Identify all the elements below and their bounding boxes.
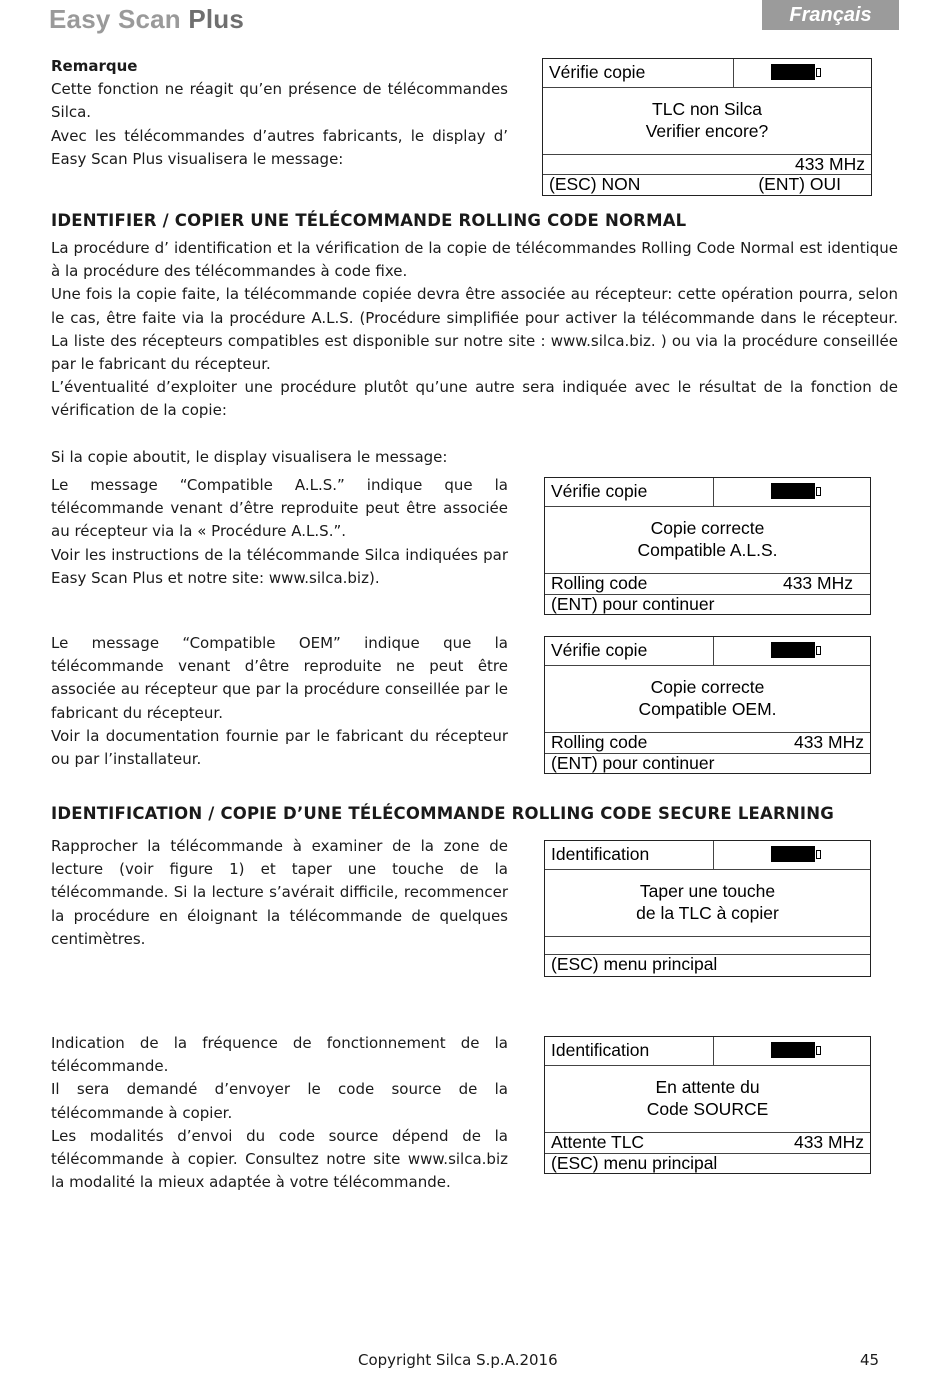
lcd-separator bbox=[713, 637, 714, 665]
lcd-status-row bbox=[551, 732, 864, 753]
lcd-mode: Rolling code bbox=[551, 573, 648, 593]
lcd-message-1: Taper une touche bbox=[639, 881, 776, 901]
frequency-paragraph-3: Les modalités d’envoi du code source dépend de la télécommande à copier. Consultez notre site www.silca.biz la modalité la mieux adaptée à votre télécommande. bbox=[51, 1126, 508, 1192]
lcd-message-2: Verifier encore? bbox=[645, 121, 769, 141]
brand-title bbox=[49, 4, 244, 35]
oem-block bbox=[51, 632, 508, 771]
battery-icon bbox=[771, 64, 815, 80]
lcd-separator bbox=[733, 59, 734, 87]
section1-paragraph-3: L’éventualité d’exploiter une procédure plutôt qu’une autre sera indiquée avec le résultat de la fonction de vérification de la copie: bbox=[51, 378, 898, 420]
lcd-display-compatible-als bbox=[544, 477, 871, 615]
language-tab: Français bbox=[762, 0, 899, 30]
lcd-action-right: (ENT) OUI bbox=[758, 174, 841, 194]
lcd-title: Vérifie copie bbox=[549, 62, 646, 82]
oem-paragraph-1: Le message “Compatible OEM” indique que la télécommande venant d’être reproduite ne peut être associée au récepteur que par la procédure conseillée par le fabricant du récepteur. bbox=[51, 634, 508, 722]
lcd-status-row bbox=[551, 573, 853, 594]
lcd-frequency: 433 MHz bbox=[793, 1132, 864, 1152]
frequency-block bbox=[51, 1032, 508, 1194]
section1-paragraph-2: Une fois la copie faite, la télécommande copiée devra être associée au récepteur: cette opération pourra, selon le cas, être faite via la procédure A.L.S. (Procédure simplifiée pour activer la télécommande dans le récepteur. La liste des récepteurs compatibles est disponible sur notre site : www.silca.biz. ) ou via la procédure conseillée par le fabricant du récepteur. bbox=[51, 285, 898, 374]
lcd-message-2: de la TLC à copier bbox=[636, 903, 779, 923]
lcd-separator bbox=[713, 1037, 714, 1065]
remark-paragraph-1: Cette fonction ne réagit qu’en présence de télécommandes Silca. bbox=[51, 80, 508, 122]
lcd-action-row bbox=[549, 174, 841, 195]
lcd-display-compatible-oem bbox=[544, 636, 871, 774]
lcd-action-left: (ESC) menu principal bbox=[551, 1153, 718, 1173]
brand-name: Easy Scan bbox=[49, 4, 181, 34]
brand-plus: Plus bbox=[188, 4, 245, 34]
lcd-message-1: TLC non Silca bbox=[652, 99, 762, 119]
page-number: 45 bbox=[860, 1351, 880, 1369]
lcd-title: Vérifie copie bbox=[551, 640, 648, 660]
lcd-action-row bbox=[551, 1153, 864, 1174]
lcd-frequency: 433 MHz bbox=[794, 154, 865, 174]
lcd-action-left: (ESC) NON bbox=[549, 174, 641, 194]
lcd-title: Identification bbox=[551, 844, 650, 864]
lcd-status-row bbox=[551, 1132, 864, 1153]
als-paragraph-2: Voir les instructions de la télécommande Silca indiquées par Easy Scan Plus et notre site: www.silca.biz). bbox=[51, 545, 508, 587]
lcd-action-row bbox=[551, 753, 864, 774]
remark-block bbox=[51, 55, 508, 171]
battery-icon bbox=[771, 483, 815, 499]
section1-paragraph-4: Si la copie aboutit, le display visualisera le message: bbox=[51, 448, 448, 466]
lcd-action-left: (ENT) pour continuer bbox=[551, 753, 715, 773]
lcd-divider bbox=[545, 936, 870, 937]
section-heading-rolling-code-normal: IDENTIFIER / COPIER UNE TÉLÉCOMMANDE ROLLING CODE NORMAL bbox=[51, 211, 687, 230]
lcd-display-non-silca bbox=[542, 58, 872, 196]
frequency-paragraph-1: Indication de la fréquence de fonctionnement de la télécommande. bbox=[51, 1034, 508, 1076]
lcd-status-left: Attente TLC bbox=[551, 1132, 645, 1152]
lcd-action-left: (ESC) menu principal bbox=[551, 954, 718, 974]
als-block bbox=[51, 474, 508, 590]
frequency-paragraph-2: Il sera demandé d’envoyer le code source de la télécommande à copier. bbox=[51, 1080, 508, 1122]
section1-body bbox=[51, 237, 898, 423]
lcd-frequency: 433 MHz bbox=[793, 732, 864, 752]
lcd-title: Vérifie copie bbox=[551, 481, 648, 501]
section1-paragraph-1: La procédure d’ identification et la vérification de la copie de télécommandes Rolling Code Normal est identique à la procédure des télécommandes à code fixe. bbox=[51, 239, 898, 281]
lcd-separator bbox=[713, 841, 714, 869]
lcd-mode: Rolling code bbox=[551, 732, 648, 752]
lcd-action-left: (ENT) pour continuer bbox=[551, 594, 715, 614]
remark-title: Remarque bbox=[51, 57, 138, 75]
lcd-message-2: Compatible OEM. bbox=[638, 699, 777, 719]
lcd-title: Identification bbox=[551, 1040, 650, 1060]
lcd-separator bbox=[713, 478, 714, 506]
lcd-display-identification-press-key bbox=[544, 840, 871, 977]
section2-paragraph-1: Rapprocher la télécommande à examiner de la zone de lecture (voir figure 1) et taper une touche de la télécommande. Si la lecture s’avérait difficile, recommencer la procédure en éloignant la télécommande de quelques centimètres. bbox=[51, 837, 508, 948]
oem-paragraph-2: Voir la documentation fournie par le fabricant du récepteur ou par l’installateur. bbox=[51, 726, 508, 769]
copyright: Copyright Silca S.p.A.2016 bbox=[358, 1351, 558, 1369]
lcd-message-2: Code SOURCE bbox=[646, 1099, 769, 1119]
battery-icon bbox=[771, 846, 815, 862]
lcd-action-row bbox=[551, 594, 864, 615]
lcd-message-1: En attente du bbox=[655, 1077, 760, 1097]
lcd-display-awaiting-source bbox=[544, 1036, 871, 1174]
lcd-action-row bbox=[551, 954, 864, 975]
lcd-message-1: Copie correcte bbox=[650, 518, 765, 538]
section-heading-secure-learning: IDENTIFICATION / COPIE D’UNE TÉLÉCOMMANDE ROLLING CODE SECURE LEARNING bbox=[51, 804, 834, 823]
remark-paragraph-2: Avec les télécommandes d’autres fabricants, le display d’ Easy Scan Plus visualisera le message: bbox=[51, 126, 508, 168]
lcd-message-1: Copie correcte bbox=[650, 677, 765, 697]
lcd-frequency: 433 MHz bbox=[782, 573, 853, 593]
battery-icon bbox=[771, 1042, 815, 1058]
lcd-message-2: Compatible A.L.S. bbox=[637, 540, 778, 560]
als-paragraph-1: Le message “Compatible A.L.S.” indique que la télécommande venant d’être reproduite peut être associée au récepteur via la « Procédure A.L.S.”. bbox=[51, 476, 508, 541]
battery-icon bbox=[771, 642, 815, 658]
